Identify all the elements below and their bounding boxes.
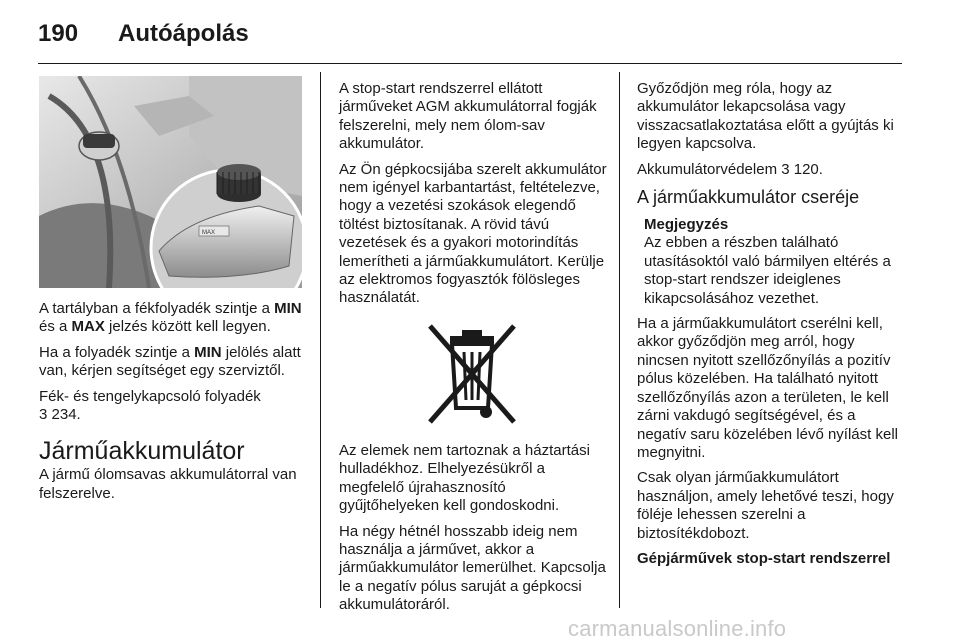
header-rule	[38, 63, 902, 64]
section-heading-battery-replacement: A járműakkumulátor cseréje	[637, 187, 860, 208]
note-body: Az ebben a részben található utasításoktól való bármilyen eltérés a stop-start rendszer ideiglenes kikapcsolásához vezethet.	[644, 234, 891, 307]
fluid-level-caption: A tartályban a fékfolyadék szintje a MIN és a MAX jelzés között kell legyen.	[39, 300, 302, 336]
stop-start-subheading: Gépjárművek stop-start rendszerrel	[637, 549, 891, 567]
battery-protection-reference[interactable]: Akkumulátorvédelem 3 120.	[637, 160, 823, 178]
watermark: carmanualsonline.info	[568, 616, 787, 641]
agm-battery-paragraph: A stop-start rendszerrel ellátott járműveket AGM akkumulátorral fogják felszerelni, mely nem ólom-sav akkumulátor.	[339, 80, 597, 153]
page-title: Autóápolás	[118, 20, 249, 47]
battery-type-paragraph: A jármű ólomsavas akkumulátorral van felszerelve.	[39, 466, 297, 502]
max-mark-label: MAX	[202, 230, 216, 236]
column-3	[637, 80, 905, 575]
vent-opening-paragraph: Ha a járműakkumulátort cserélni kell, akkor győződjön meg arról, hogy nincsen nyitott szellőzőnyílás a pozitív pólus közelében. Ha található nyitott szellőzőnyílás azon a területen, le kell zárni vakdugó segítségével, és a negatív saru közelében lévő nyílást kell megnyitni.	[637, 315, 898, 461]
disposal-paragraph: Az elemek nem tartoznak a háztartási hulladékhoz. Elhelyezésükről a megfelelő újrahasznosító gyűjtőhelyeken kell gondoskodni.	[339, 442, 590, 515]
page-number: 190	[38, 20, 79, 47]
low-fluid-paragraph: Ha a folyadék szintje a MIN jelölés alatt van, kérjen segítséget egy szerviztől.	[39, 343, 301, 380]
column-2	[339, 80, 607, 315]
section-heading-battery: Járműakkumulátor	[39, 437, 245, 466]
column-divider-2	[619, 72, 620, 608]
page-header	[38, 14, 904, 54]
brake-fluid-reservoir-photo	[39, 76, 302, 288]
column-divider-1	[320, 72, 321, 608]
crossed-out-wheelie-bin-icon	[424, 322, 520, 434]
column-1	[39, 300, 307, 510]
storage-paragraph: Ha négy hétnél hosszabb ideig nem használja a járművet, akkor a járműakkumulátor lemerülhet. Kapcsolja le a negatív pólus saruját a gépkocsi akkumulátoráról.	[339, 522, 606, 614]
note-title: Megjegyzés	[644, 216, 729, 234]
ignition-off-paragraph: Győződjön meg róla, hogy az akkumulátor lekapcsolása vagy visszacsatlakoztatása előtt a gyújtás ki legyen kapcsolva.	[637, 80, 894, 153]
note-block	[637, 216, 905, 308]
fluid-reference-paragraph: Fék- és tengelykapcsoló folyadék 3 234.	[39, 387, 261, 424]
page-reference-link[interactable]: 3 234.	[39, 406, 81, 424]
maintenance-paragraph: Az Ön gépkocsijába szerelt akkumulátor nem igényel karbantartást, feltételezve, hogy a vezetési szokások elegendő töltést biztosítanak. A rövid távú vezetések és a gyakori motorindítás lemerítheti a járműakkumulátort. Kerülje az elektromos fogyasztók fölösleges használatát.	[339, 160, 607, 307]
column-2-lower	[339, 442, 607, 622]
fuse-box-paragraph: Csak olyan járműakkumulátort használjon, amely lehetővé teszi, hogy föléje lehessen szerelni a biztosítékdobozt.	[637, 469, 894, 542]
